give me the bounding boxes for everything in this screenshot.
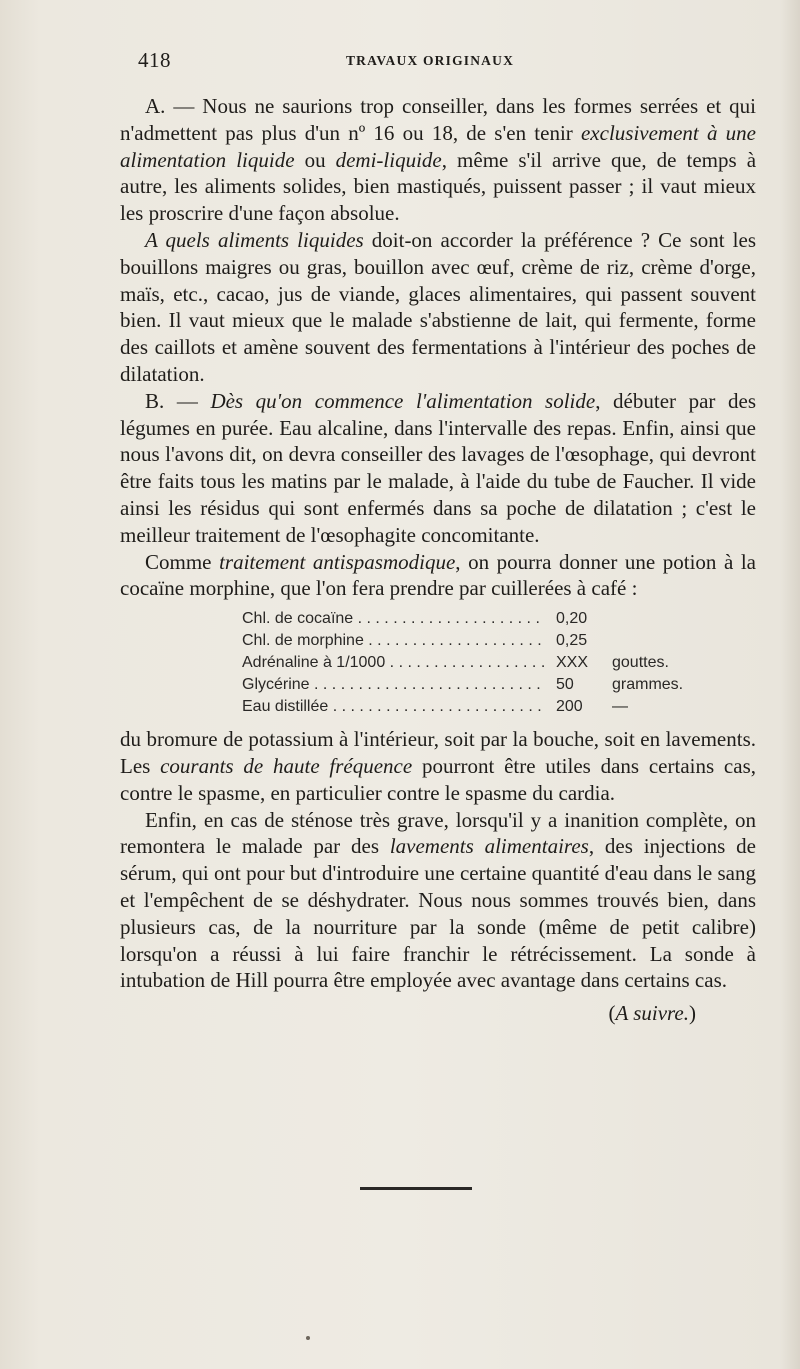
paragraph-p5 xyxy=(120,726,756,806)
prescription-row xyxy=(242,630,800,652)
article-body xyxy=(120,93,756,1027)
emphasis-text: lavements alimentaires xyxy=(389,834,589,859)
page-number: 418 xyxy=(138,48,171,72)
ingredient-name: Chl. de morphine . . . xyxy=(242,630,544,652)
emphasis-text: demi-liquide xyxy=(335,147,442,172)
body-text: Comme xyxy=(145,549,220,574)
body-text: A. — Nous ne saurions trop conseiller, dans les formes serrées et qui n'admettent pas plus d'un nº 16 ou 18, de s'en tenir xyxy=(120,94,756,145)
prescription-row xyxy=(242,674,800,696)
emphasis-text: Dès qu'on commence l'alimentation solide xyxy=(210,388,596,413)
body-text: Enfin, en cas de sténose très grave, lorsqu'il y a inanition complète, on remontera le malade par des xyxy=(120,807,756,859)
prescription-row xyxy=(242,608,800,630)
ingredient-dose: 0,20 xyxy=(556,610,588,628)
ingredient-dose: 0,25 xyxy=(556,632,588,650)
body-text: , des injections de sérum, qui ont pour but d'introduire une certaine quantité d'eau dans le sang et l'empêchent de se déshydrater. Nous nous sommes trouvés bien, dans plusieurs cas, de la nourriture par la sonde (même de petit calibre) lorsqu'on a réussi à lui faire franchir le rétrécissement. La sonde à intubation de Hill pourra être employée avec avantage dans certains cas. xyxy=(120,834,756,993)
running-title: TRAVAUX ORIGINAUX xyxy=(345,53,515,68)
emphasis-text: traitement antispasmodique xyxy=(219,549,456,574)
ingredient-name: Glycérine . . . xyxy=(242,674,544,696)
ingredient-name: Eau distillée . . . xyxy=(242,696,544,718)
ingredient-name: Adrénaline à 1/1000 . . . xyxy=(242,652,544,674)
body-text: , on pourra donner une potion à la cocaïne morphine, que l'on fera prendre par cuillerées à café : xyxy=(120,549,757,601)
ingredient-name: Chl. de cocaïne . . . xyxy=(242,608,544,630)
ingredient-dose: 50 xyxy=(556,676,574,694)
ingredient-dose: XXX xyxy=(556,654,589,672)
prescription-row xyxy=(242,696,800,718)
body-text: B. — xyxy=(145,388,211,413)
ingredient-dose: 200 xyxy=(556,698,583,716)
paragraph-p4 xyxy=(120,549,756,603)
prescription-table xyxy=(120,608,756,718)
paragraphs-after xyxy=(120,726,756,994)
to-be-continued: (A suivre.) xyxy=(608,1001,696,1026)
body-text: , même s'il arrive que, de temps à autre, les aliments solides, bien mastiqués, puissent passer ; il vaut mieux les proscrire d'une façon absolue. xyxy=(120,147,757,226)
body-text: pourront être utiles dans certains cas, contre le spasme, en particulier contre le spasme du cardia. xyxy=(120,753,756,805)
prescription-row xyxy=(242,652,800,674)
ingredient-unit: grammes. xyxy=(612,676,684,694)
emphasis-text: exclusivement à une alimentation liquide xyxy=(120,120,756,172)
paragraph-p1 xyxy=(120,93,756,227)
ingredient-unit: gouttes. xyxy=(612,654,669,672)
to-be-continued-text: A suivre. xyxy=(615,1001,689,1026)
paragraph-p2 xyxy=(120,227,756,388)
paragraph-p3 xyxy=(120,388,756,549)
body-text: du bromure de potassium à l'intérieur, soit par la bouche, soit en lavements. Les xyxy=(120,727,756,778)
emphasis-text: A quels aliments liquides xyxy=(145,227,364,252)
body-text: , débuter par des légumes en purée. Eau alcaline, dans l'intervalle des repas. Enfin, ainsi que nous l'avons dit, on devra conseiller des lavages de l'œsophage, qui devront être faits tous les matins par le malade, à l'aide du tube de Faucher. Il vide ainsi les résidus qui sont enfermés dans sa poche de dilatation ; c'est le meilleur traitement de l'œsophagite concomitante. xyxy=(120,388,756,547)
page-header xyxy=(0,48,800,78)
body-text: ou xyxy=(294,147,336,172)
end-rule xyxy=(360,1187,472,1190)
ingredient-unit: — xyxy=(612,698,628,716)
paragraph-p6 xyxy=(120,807,756,995)
emphasis-text: courants de haute fréquence xyxy=(160,753,413,778)
body-text: doit-on accorder la préférence ? Ce sont les bouillons maigres ou gras, bouillon avec œuf, crème de riz, crème d'orge, maïs, etc., cacao, jus de viande, glaces alimentaires, qui passent souvent bien. Il vaut mieux que le malade s'abstienne de lait, qui fermente, forme des caillots et amène souvent des fermentations à l'intérieur des poches de dilatation. xyxy=(120,227,756,386)
paragraphs-before xyxy=(120,93,756,602)
paper-speck xyxy=(306,1336,310,1340)
